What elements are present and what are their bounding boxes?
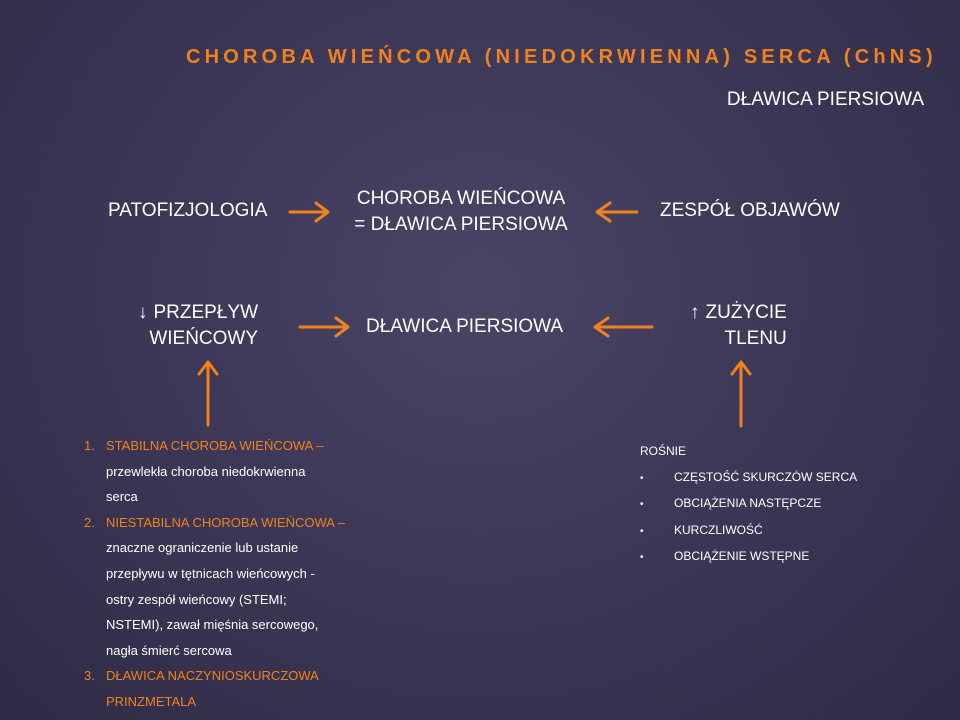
arrow-zuzycie-to-dlawica xyxy=(595,318,652,336)
right-list xyxy=(640,439,857,571)
node-przeplyw-line1: PRZEPŁYW xyxy=(153,302,259,323)
right-list-item-1: • CZĘSTOŚĆ SKURCZÓW SERCA xyxy=(640,465,857,492)
list-item-3-line1: PRINZMETALA xyxy=(106,693,197,709)
list-item-2-line2: przepływu w tętnicach wieńcowych - xyxy=(106,565,315,581)
right-list-item-3: • KURCZLIWOŚĆ xyxy=(640,518,857,545)
arrow-list-to-zuzycie xyxy=(732,362,750,426)
node-dlawica-piersiowa: DŁAWICA PIERSIOWA xyxy=(366,316,564,337)
down-arrow-icon: ↓ xyxy=(138,302,148,323)
list-item-2-line4: NSTEMI), zawał mięśnia sercowego, xyxy=(106,617,319,633)
node-przeplyw-line2: WIEŃCOWY xyxy=(149,328,259,349)
list-item-1-heading: 1. STABILNA CHOROBA WIEŃCOWA – xyxy=(84,438,324,453)
page-subtitle: DŁAWICA PIERSIOWA xyxy=(726,89,924,110)
node-choroba-wiencowa-line1: CHOROBA WIEŃCOWA xyxy=(356,188,566,209)
right-list-item-4: • OBCIĄŻENIE WSTĘPNE xyxy=(640,544,857,571)
list-item-1-line2: serca xyxy=(106,489,138,505)
arrow-list-to-przeplyw xyxy=(199,362,217,425)
left-list xyxy=(84,433,345,715)
right-list-heading: ROŚNIE xyxy=(640,444,687,458)
list-item-3-heading: 3. DŁAWICA NACZYNIOSKURCZOWA xyxy=(84,668,319,684)
bullet-icon: • xyxy=(640,472,644,484)
node-choroba-wiencowa-line2: = DŁAWICA PIERSIOWA xyxy=(354,214,568,235)
list-item-1-line1: przewlekła choroba niedokrwienna xyxy=(106,463,306,479)
bullet-icon: • xyxy=(640,525,644,537)
node-zespol-objawow: ZESPÓŁ OBJAWÓW xyxy=(660,200,840,221)
node-patofizjologia: PATOFIZJOLOGIA xyxy=(108,200,268,221)
list-item-2-heading: 2. NIESTABILNA CHOROBA WIEŃCOWA – xyxy=(84,514,346,530)
right-list-item-2: • OBCIĄŻENIA NASTĘPCZE xyxy=(640,491,857,518)
bullet-icon: • xyxy=(640,499,644,510)
bullet-icon: • xyxy=(640,552,644,563)
arrow-przeplyw-to-dlawica xyxy=(300,318,348,336)
node-zuzycie-line2: TLENU xyxy=(724,328,787,349)
arrow-patofizjologia-to-choroba xyxy=(290,203,328,221)
page-title: CHOROBA WIEŃCOWA (NIEDOKRWIENNA) SERCA (ChNS) xyxy=(186,46,937,68)
arrow-objawy-to-choroba xyxy=(597,203,637,221)
list-item-2-line3: ostry zespół wieńcowy (STEMI; xyxy=(106,591,287,607)
node-zuzycie-line1: ZUŻYCIE xyxy=(705,302,787,323)
up-arrow-icon: ↑ xyxy=(690,302,700,323)
list-item-2-line5: nagła śmierć sercowa xyxy=(106,642,232,658)
list-item-2-line1: znaczne ograniczenie lub ustanie xyxy=(106,540,299,556)
